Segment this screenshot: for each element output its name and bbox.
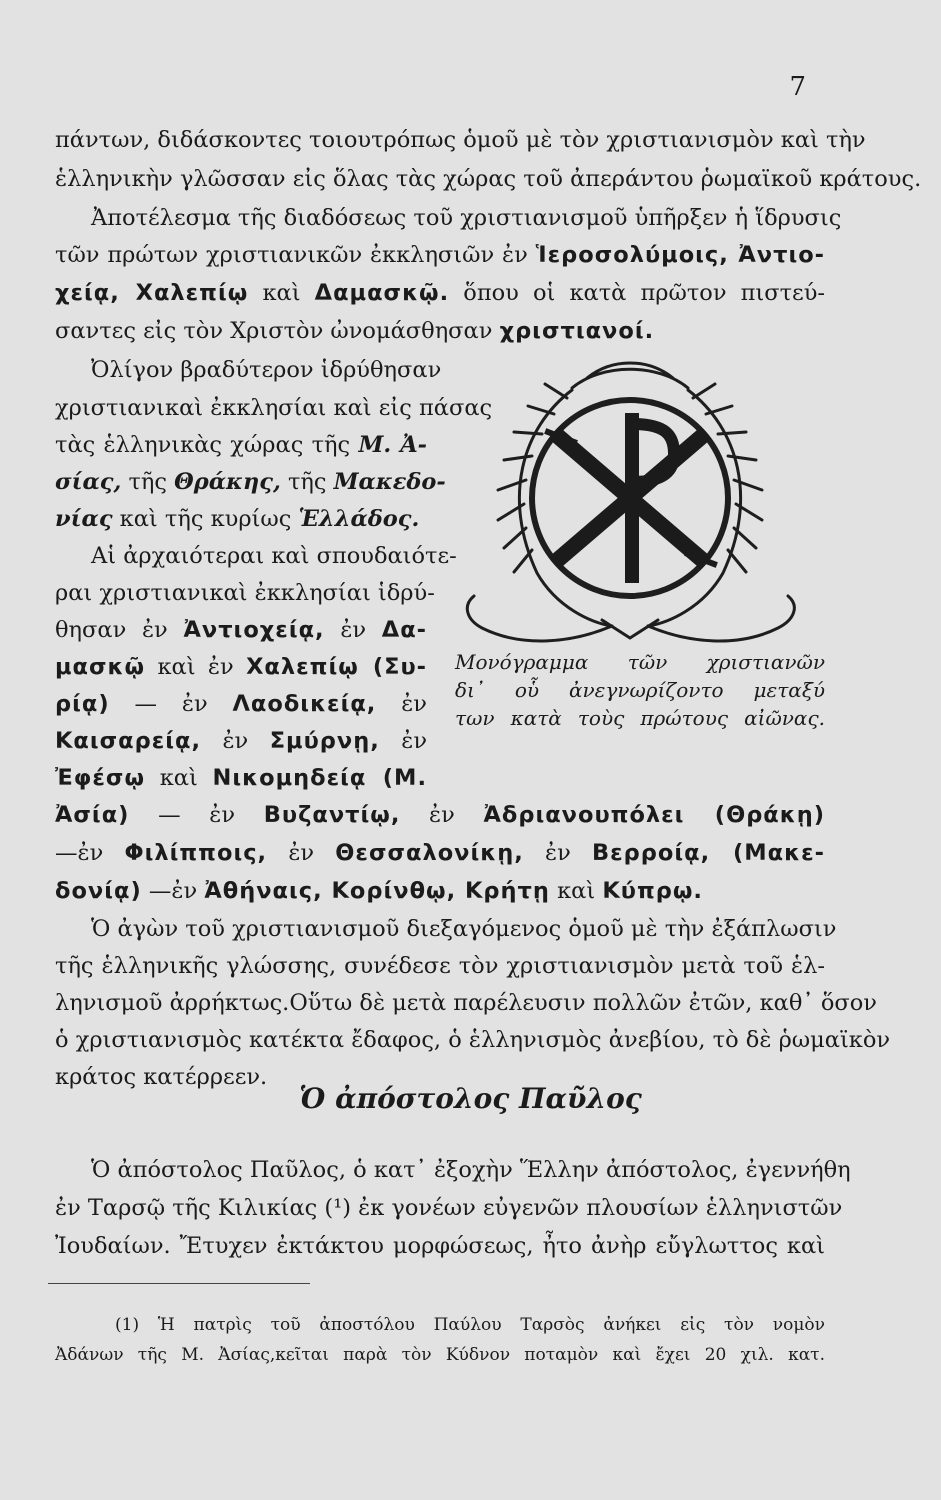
place-name: Δα- [381, 617, 428, 643]
text-line: ἑλληνικὴν γλῶσσαν εἰς ὅλας τὰς χώρας τοῦ ἀπεράντου ῥωμαϊκοῦ κράτους. [55, 166, 922, 192]
place-name: δονίᾳ) [55, 878, 142, 904]
text-line: Ἀποτέλεσμα τῆς διαδόσεως τοῦ χριστιανισμοῦ ὑπῆρξεν ἡ ἵδρυσις [91, 205, 842, 231]
chi-rho-wreath-icon [462, 358, 832, 658]
text-line: νίας καὶ τῆς κυρίως Ἑλλάδος. [55, 506, 420, 532]
text-line: Ὁ ἀπόστολος Παῦλος, ὁ κατ᾽ ἐξοχὴν Ἕλλην ἀπόστολος, ἐγεννήθη [91, 1157, 851, 1183]
chi-rho-monogram-figure [462, 358, 832, 658]
text-line: σαντες εἰς τὸν Χριστὸν ὠνομάσθησαν χριστιανοί. [55, 318, 655, 344]
text-line: ραι χριστιανικαὶ ἐκκλησίαι ἱδρύ- [55, 580, 435, 606]
place-name: μασκῷ [55, 654, 146, 680]
page-number: 7 [789, 72, 806, 102]
place-name: Ἀντιοχείᾳ, [183, 617, 325, 643]
place-name: Ἀσία) [55, 802, 130, 828]
emphasis-word: χριστιανοί. [499, 318, 655, 344]
text-line: τῆς ἑλληνικῆς γλώσσης, συνέδεσε τὸν χριστιανισμὸν μετὰ τοῦ ἑλ- [55, 953, 825, 979]
text-line: Αἱ ἀρχαιότεραι καὶ σπουδαιότε- [91, 543, 457, 569]
text-line: χείᾳ, Χαλεπίῳ καὶ Δαμασκῷ. ὅπου οἱ κατὰ πρῶτον πιστεύ- [55, 280, 825, 306]
footnote-line: Ἀδάνων τῆς Μ. Ἀσίας,κεῖται παρὰ τὸν Κύδνον ποταμὸν καὶ ἔχει 20 χιλ. κατ. [55, 1345, 825, 1365]
place-name: Νικομηδείᾳ (Μ. [212, 765, 427, 791]
section-heading: Ὁ ἀπόστολος Παῦλος [299, 1082, 642, 1115]
text-line: Ἰουδαίων. Ἔτυχεν ἐκτάκτου μορφώσεως, ἦτο ἀνὴρ εὔγλωττος καὶ [55, 1233, 825, 1259]
place-name: ρίᾳ) [55, 691, 110, 717]
text-line: μασκῷ καὶ ἐν Χαλεπίῳ (Συ- [55, 654, 428, 680]
place-name: Ἐφέσῳ [55, 765, 146, 791]
text-line: τῶν πρώτων χριστιανικῶν ἐκκλησιῶν ἐν Ἱεροσολύμοις, Ἀντιο- [55, 242, 826, 268]
text-line: θησαν ἐν Ἀντιοχείᾳ, ἐν Δα- [55, 617, 428, 643]
text-line: —ἐν Φιλίπποις, ἐν Θεσσαλονίκῃ, ἐν Βερροίᾳ, (Μακε- [55, 840, 825, 866]
text-line: Ὁ ἀγὼν τοῦ χριστιανισμοῦ διεξαγόμενος ὁμοῦ μὲ τὴν ἐξάπλωσιν [91, 916, 837, 942]
place-name: Δαμασκῷ. [314, 280, 450, 306]
place-name: Λαοδικείᾳ, [232, 691, 377, 717]
figure-caption: Μονόγραμμα τῶν χριστιανῶν [455, 650, 825, 674]
place-name: Θεσσαλονίκῃ, [335, 840, 524, 866]
place-name: Ἀδριανουπόλει (Θράκῃ) [483, 802, 826, 828]
footnote-rule [48, 1283, 310, 1284]
place-name: Βυζαντίῳ, [263, 802, 401, 828]
text-line: Ὀλίγον βραδύτερον ἱδρύθησαν [91, 357, 442, 383]
place-name: Καισαρείᾳ, [55, 728, 202, 754]
place-name: Ἱεροσολύμοις, Ἀντιο- [535, 242, 826, 268]
place-name: Φιλίπποις, [124, 840, 268, 866]
place-name: Ἀθήναις, Κορίνθῳ, Κρήτῃ [204, 878, 550, 904]
text-line: κράτος κατέρρεεν. [55, 1064, 268, 1090]
footnote-line: (1) Ἡ πατρὶς τοῦ ἀποστόλου Παύλου Ταρσὸς ἀνήκει εἰς τὸν νομὸν [115, 1315, 825, 1335]
place-name: Σμύρνῃ, [269, 728, 380, 754]
text-line: Καισαρείᾳ, ἐν Σμύρνῃ, ἐν [55, 728, 428, 754]
text-line: χριστιανικαὶ ἐκκλησίαι καὶ εἰς πάσας [55, 395, 493, 421]
place-name: Κύπρῳ. [602, 878, 703, 904]
text-line: τὰς ἑλληνικὰς χώρας τῆς Μ. Ἀ- [55, 432, 427, 458]
figure-caption: των κατὰ τοὺς πρώτους αἰῶνας. [455, 706, 825, 730]
place-name: Βερροίᾳ, (Μακε- [592, 840, 825, 866]
place-name: χείᾳ, Χαλεπίῳ [55, 280, 249, 306]
text-line: ἐν Ταρσῷ τῆς Κιλικίας (¹) ἐκ γονέων εὐγενῶν πλουσίων ἑλληνιστῶν [55, 1195, 843, 1221]
figure-caption: δι᾽ οὗ ἀνεγνωρίζοντο μεταξύ [455, 678, 825, 702]
text-line: ρίᾳ) — ἐν Λαοδικείᾳ, ἐν [55, 691, 427, 717]
text-line: πάντων, διδάσκοντες τοιουτρόπως ὁμοῦ μὲ τὸν χριστιανισμὸν καὶ τὴν [55, 127, 866, 153]
text-line: σίας, τῆς Θράκης, τῆς Μακεδο- [55, 469, 446, 495]
place-name: Χαλεπίῳ (Συ- [246, 654, 428, 680]
text-line: ληνισμοῦ ἀρρήκτως.Οὕτω δὲ μετὰ παρέλευσιν πολλῶν ἐτῶν, καθ᾽ ὅσον [55, 990, 877, 1016]
text-line: Ἀσία) — ἐν Βυζαντίῳ, ἐν Ἀδριανουπόλει (Θράκῃ) [55, 802, 826, 828]
text-line: ὁ χριστιανισμὸς κατέκτα ἔδαφος, ὁ ἑλληνισμὸς ἀνεβίου, τὸ δὲ ῥωμαϊκὸν [55, 1027, 891, 1053]
text-line: δονίᾳ) —ἐν Ἀθήναις, Κορίνθῳ, Κρήτῃ καὶ Κύπρῳ. [55, 878, 703, 904]
text-line: Ἐφέσῳ καὶ Νικομηδείᾳ (Μ. [55, 765, 427, 791]
